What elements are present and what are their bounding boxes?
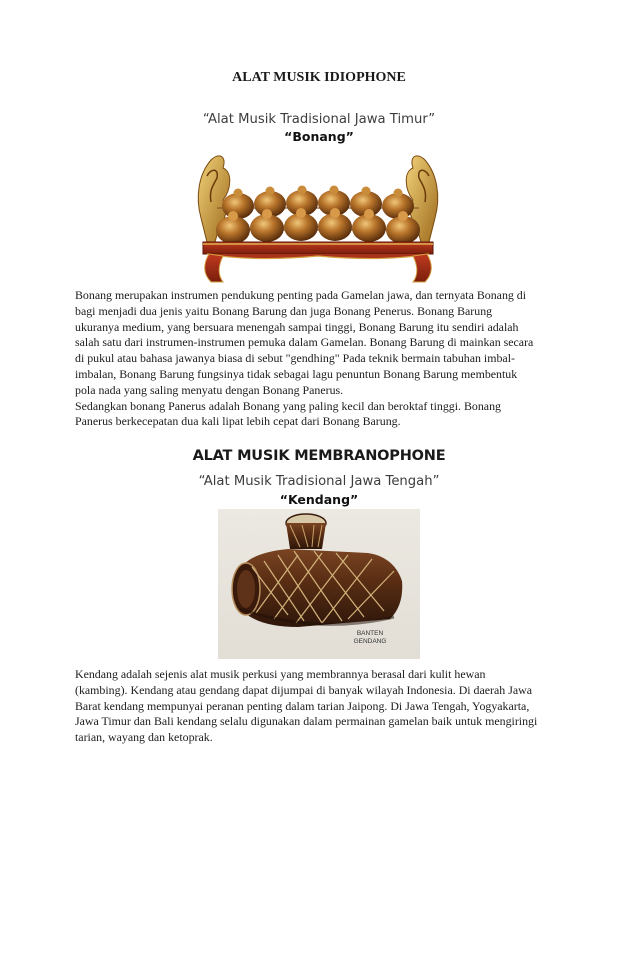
section1-heading: ALAT MUSIK IDIOPHONE [232, 70, 406, 85]
paragraph-line: Bonang merupakan instrumen pendukung penting pada Gamelan jawa, dan ternyata Bonang di [75, 288, 527, 302]
section1-paragraph [75, 288, 575, 430]
section1-subtitle: “Alat Musik Tradisional Jawa Timur” [202, 112, 436, 127]
paragraph-line: imbalan, Bonang Barung fungsinya tidak sebagai lagu penuntun Bonang Barung membentuk [75, 366, 518, 381]
kendang-image [218, 509, 420, 659]
section2-instrument-name: “Kendang” [279, 492, 359, 507]
paragraph-line: Kendang adalah sejenis alat musik perkusi yang membrannya berasal dari kulit hewan [75, 667, 486, 681]
bonang-image [193, 146, 443, 286]
section2-paragraph [75, 667, 575, 746]
image-caption-line1: BANTEN [356, 630, 384, 637]
section2-subtitle: “Alat Musik Tradisional Jawa Tengah” [198, 474, 440, 489]
paragraph-line: Jawa Timur dan Bali kendang selalu digunakan dalam permainan gamelan baik untuk mengiringi [75, 714, 538, 729]
paragraph-line: Sedangkan bonang Panerus adalah Bonang yang paling kecil dan beroktaf tinggi. Bonang [75, 398, 501, 413]
section1-instrument-name: “Bonang” [284, 129, 354, 144]
paragraph-line: bagi menjadi dua jenis yaitu Bonang Barung dan juga Bonang Penerus. Bonang Barung [75, 303, 493, 318]
paragraph-line: ukuranya medium, yang bersuara menengah sampai tinggi, Bonang Barung itu sendiri adalah [75, 319, 519, 334]
image-caption-line2: GENDANG [353, 638, 387, 645]
paragraph-line: tarian, wayang dan ketoprak. [75, 730, 213, 745]
section2-heading: ALAT MUSIK MEMBRANOPHONE [192, 448, 446, 464]
paragraph-line: di pukul atau bahasa jawanya biasa di sebut "gendhing" Pada teknik bermain tabuhan imbal- [75, 351, 515, 366]
paragraph-line: Barat kendang mempunyai peranan penting dalam tarian Jaipong. Di Jawa Tengah, Yogyakarta, [75, 698, 530, 713]
paragraph-line: (kambing). Kendang atau gendang dapat dijumpai di banyak wilayah Indonesia. Di daerah Jawa [75, 682, 532, 697]
paragraph-line: Panerus berkecepatan dua kali lipat lebih cepat dari Bonang Barung. [75, 414, 401, 429]
paragraph-line: salah satu dari instrumen-instrumen pemuka dalam Gamelan. Bonang Barung di mainkan secara [75, 335, 534, 350]
paragraph-line: pola nada yang saling menyatu dengan Bonang Panerus. [75, 382, 344, 397]
